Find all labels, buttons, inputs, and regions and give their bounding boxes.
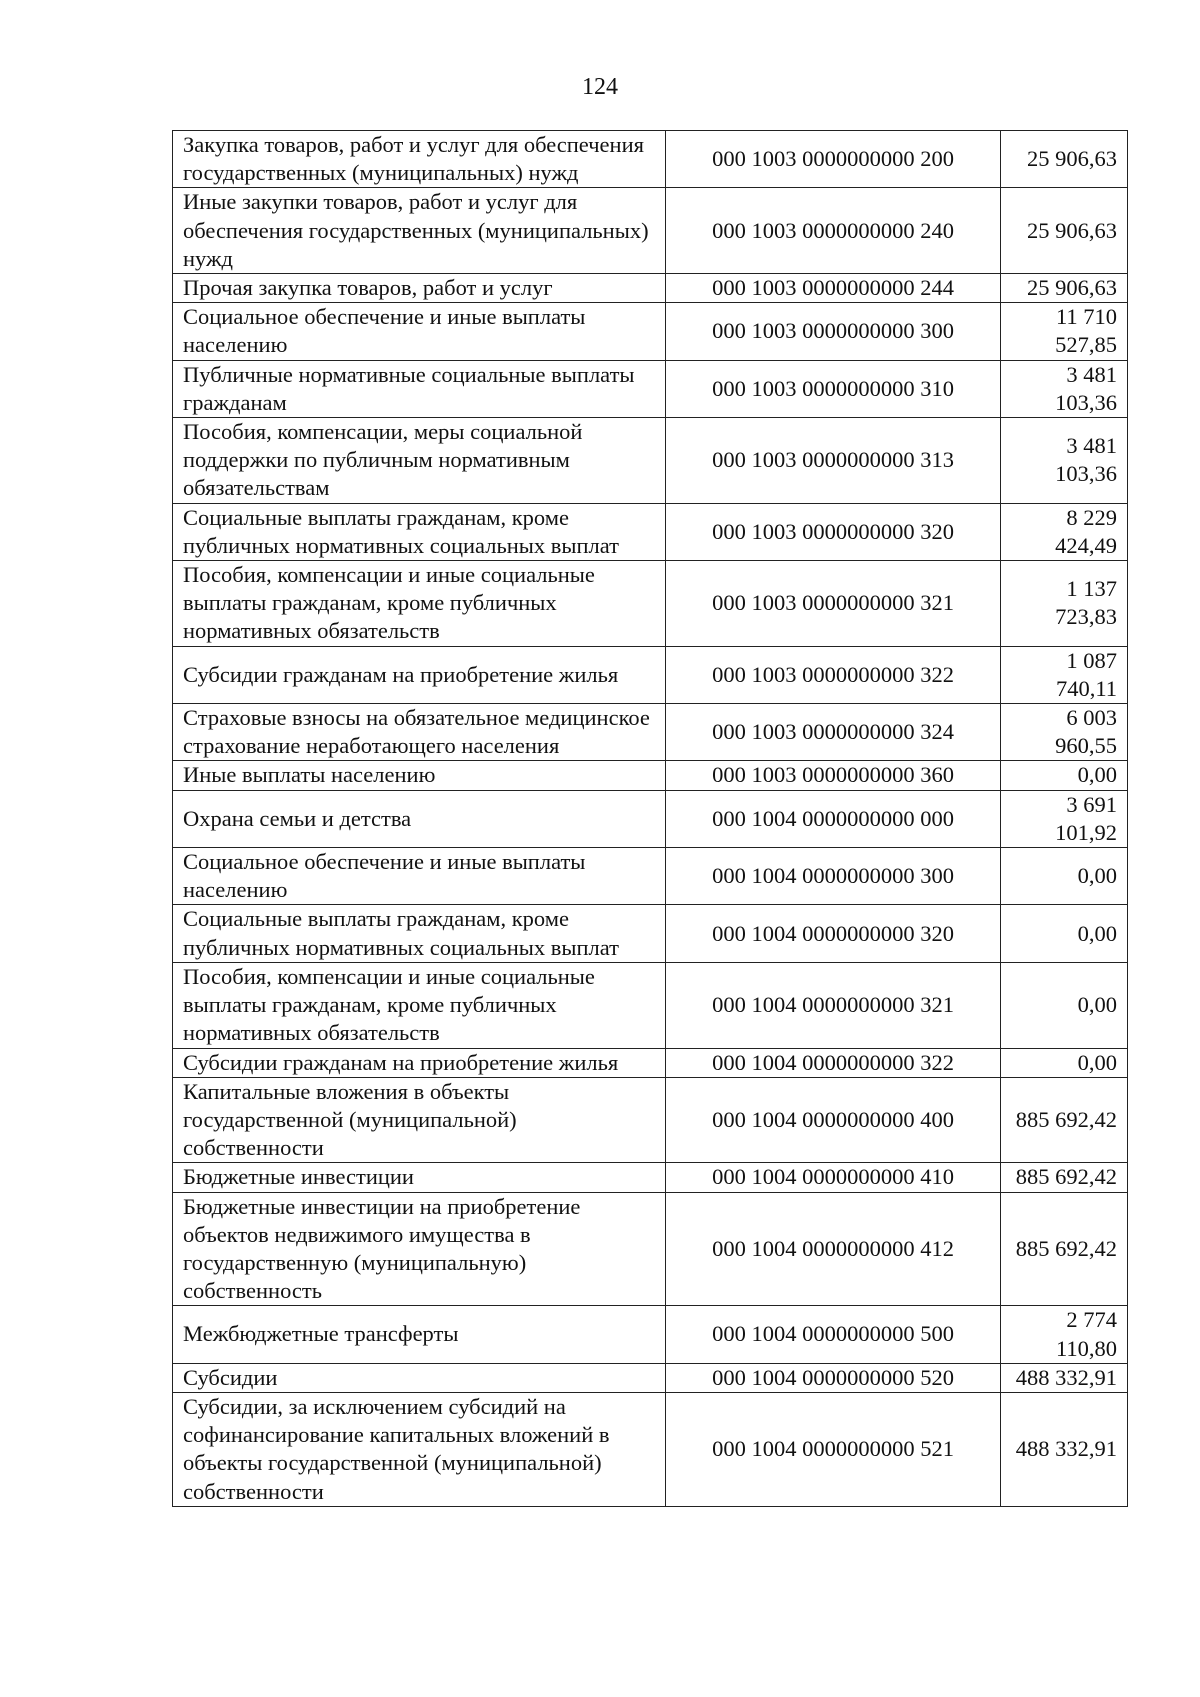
row-code-cell: 000 1003 0000000000 200 (666, 131, 1001, 188)
row-name-cell: Пособия, компенсации, меры социальной поддержки по публичным нормативным обязательствам (173, 418, 666, 504)
budget-table (172, 130, 1128, 1507)
row-name-cell: Пособия, компенсации и иные социальные выплаты гражданам, кроме публичных нормативных обязательств (173, 962, 666, 1048)
row-name-cell: Пособия, компенсации и иные социальные выплаты гражданам, кроме публичных нормативных обязательств (173, 561, 666, 647)
row-code-cell: 000 1003 0000000000 300 (666, 303, 1001, 360)
row-sum-cell: 3 691 101,92 (1001, 790, 1128, 847)
table-row (173, 188, 1128, 274)
row-code-cell: 000 1004 0000000000 321 (666, 962, 1001, 1048)
row-code-cell: 000 1003 0000000000 320 (666, 503, 1001, 560)
row-code-cell: 000 1003 0000000000 324 (666, 704, 1001, 761)
row-sum-cell: 0,00 (1001, 1048, 1128, 1077)
table-row (173, 1192, 1128, 1306)
table-row (173, 1077, 1128, 1163)
row-sum-cell: 2 774 110,80 (1001, 1306, 1128, 1363)
row-name-cell: Закупка товаров, работ и услуг для обеспечения государственных (муниципальных) нужд (173, 131, 666, 188)
row-name-cell: Бюджетные инвестиции на приобретение объектов недвижимого имущества в государственную (муниципальную) собственность (173, 1192, 666, 1306)
row-code-cell: 000 1004 0000000000 400 (666, 1077, 1001, 1163)
row-sum-cell: 488 332,91 (1001, 1363, 1128, 1392)
row-name-cell: Социальное обеспечение и иные выплаты населению (173, 848, 666, 905)
row-sum-cell: 0,00 (1001, 962, 1128, 1048)
row-code-cell: 000 1004 0000000000 322 (666, 1048, 1001, 1077)
row-code-cell: 000 1004 0000000000 000 (666, 790, 1001, 847)
row-code-cell: 000 1003 0000000000 240 (666, 188, 1001, 274)
table-row (173, 790, 1128, 847)
row-name-cell: Межбюджетные трансферты (173, 1306, 666, 1363)
row-sum-cell: 885 692,42 (1001, 1192, 1128, 1306)
row-sum-cell: 885 692,42 (1001, 1163, 1128, 1192)
row-code-cell: 000 1004 0000000000 521 (666, 1392, 1001, 1506)
table-row (173, 503, 1128, 560)
table-row (173, 1363, 1128, 1392)
row-sum-cell: 885 692,42 (1001, 1077, 1128, 1163)
row-name-cell: Субсидии гражданам на приобретение жилья (173, 646, 666, 703)
row-sum-cell: 25 906,63 (1001, 131, 1128, 188)
row-code-cell: 000 1003 0000000000 360 (666, 761, 1001, 790)
row-name-cell: Субсидии гражданам на приобретение жилья (173, 1048, 666, 1077)
row-code-cell: 000 1004 0000000000 412 (666, 1192, 1001, 1306)
table-row (173, 848, 1128, 905)
table-row (173, 360, 1128, 417)
row-name-cell: Иные выплаты населению (173, 761, 666, 790)
row-name-cell: Социальные выплаты гражданам, кроме публичных нормативных социальных выплат (173, 905, 666, 962)
page-number: 124 (582, 74, 618, 100)
table-row (173, 962, 1128, 1048)
row-sum-cell: 1 087 740,11 (1001, 646, 1128, 703)
table-row (173, 905, 1128, 962)
row-sum-cell: 0,00 (1001, 905, 1128, 962)
row-code-cell: 000 1003 0000000000 322 (666, 646, 1001, 703)
row-code-cell: 000 1004 0000000000 500 (666, 1306, 1001, 1363)
row-sum-cell: 6 003 960,55 (1001, 704, 1128, 761)
row-sum-cell: 3 481 103,36 (1001, 418, 1128, 504)
budget-table-body (173, 131, 1128, 1507)
row-name-cell: Иные закупки товаров, работ и услуг для обеспечения государственных (муниципальных) нужд (173, 188, 666, 274)
table-row (173, 1392, 1128, 1506)
row-code-cell: 000 1004 0000000000 300 (666, 848, 1001, 905)
table-row (173, 761, 1128, 790)
table-row (173, 1306, 1128, 1363)
table-row (173, 646, 1128, 703)
row-code-cell: 000 1003 0000000000 310 (666, 360, 1001, 417)
row-sum-cell: 25 906,63 (1001, 188, 1128, 274)
row-code-cell: 000 1003 0000000000 321 (666, 561, 1001, 647)
table-row (173, 561, 1128, 647)
table-row (173, 274, 1128, 303)
table-row (173, 418, 1128, 504)
row-code-cell: 000 1004 0000000000 410 (666, 1163, 1001, 1192)
row-sum-cell: 1 137 723,83 (1001, 561, 1128, 647)
row-sum-cell: 8 229 424,49 (1001, 503, 1128, 560)
table-row (173, 704, 1128, 761)
row-name-cell: Прочая закупка товаров, работ и услуг (173, 274, 666, 303)
row-name-cell: Субсидии, за исключением субсидий на софинансирование капитальных вложений в объекты государственной (муниципальной) собственности (173, 1392, 666, 1506)
row-sum-cell: 11 710 527,85 (1001, 303, 1128, 360)
row-name-cell: Социальные выплаты гражданам, кроме публичных нормативных социальных выплат (173, 503, 666, 560)
row-code-cell: 000 1003 0000000000 244 (666, 274, 1001, 303)
row-sum-cell: 3 481 103,36 (1001, 360, 1128, 417)
table-row (173, 131, 1128, 188)
row-name-cell: Бюджетные инвестиции (173, 1163, 666, 1192)
row-sum-cell: 25 906,63 (1001, 274, 1128, 303)
row-code-cell: 000 1004 0000000000 320 (666, 905, 1001, 962)
row-sum-cell: 0,00 (1001, 761, 1128, 790)
row-code-cell: 000 1004 0000000000 520 (666, 1363, 1001, 1392)
row-sum-cell: 488 332,91 (1001, 1392, 1128, 1506)
table-row (173, 303, 1128, 360)
table-row (173, 1163, 1128, 1192)
row-name-cell: Субсидии (173, 1363, 666, 1392)
table-row (173, 1048, 1128, 1077)
row-name-cell: Публичные нормативные социальные выплаты гражданам (173, 360, 666, 417)
row-code-cell: 000 1003 0000000000 313 (666, 418, 1001, 504)
row-name-cell: Капитальные вложения в объекты государственной (муниципальной) собственности (173, 1077, 666, 1163)
row-name-cell: Социальное обеспечение и иные выплаты населению (173, 303, 666, 360)
row-sum-cell: 0,00 (1001, 848, 1128, 905)
row-name-cell: Страховые взносы на обязательное медицинское страхование неработающего населения (173, 704, 666, 761)
row-name-cell: Охрана семьи и детства (173, 790, 666, 847)
